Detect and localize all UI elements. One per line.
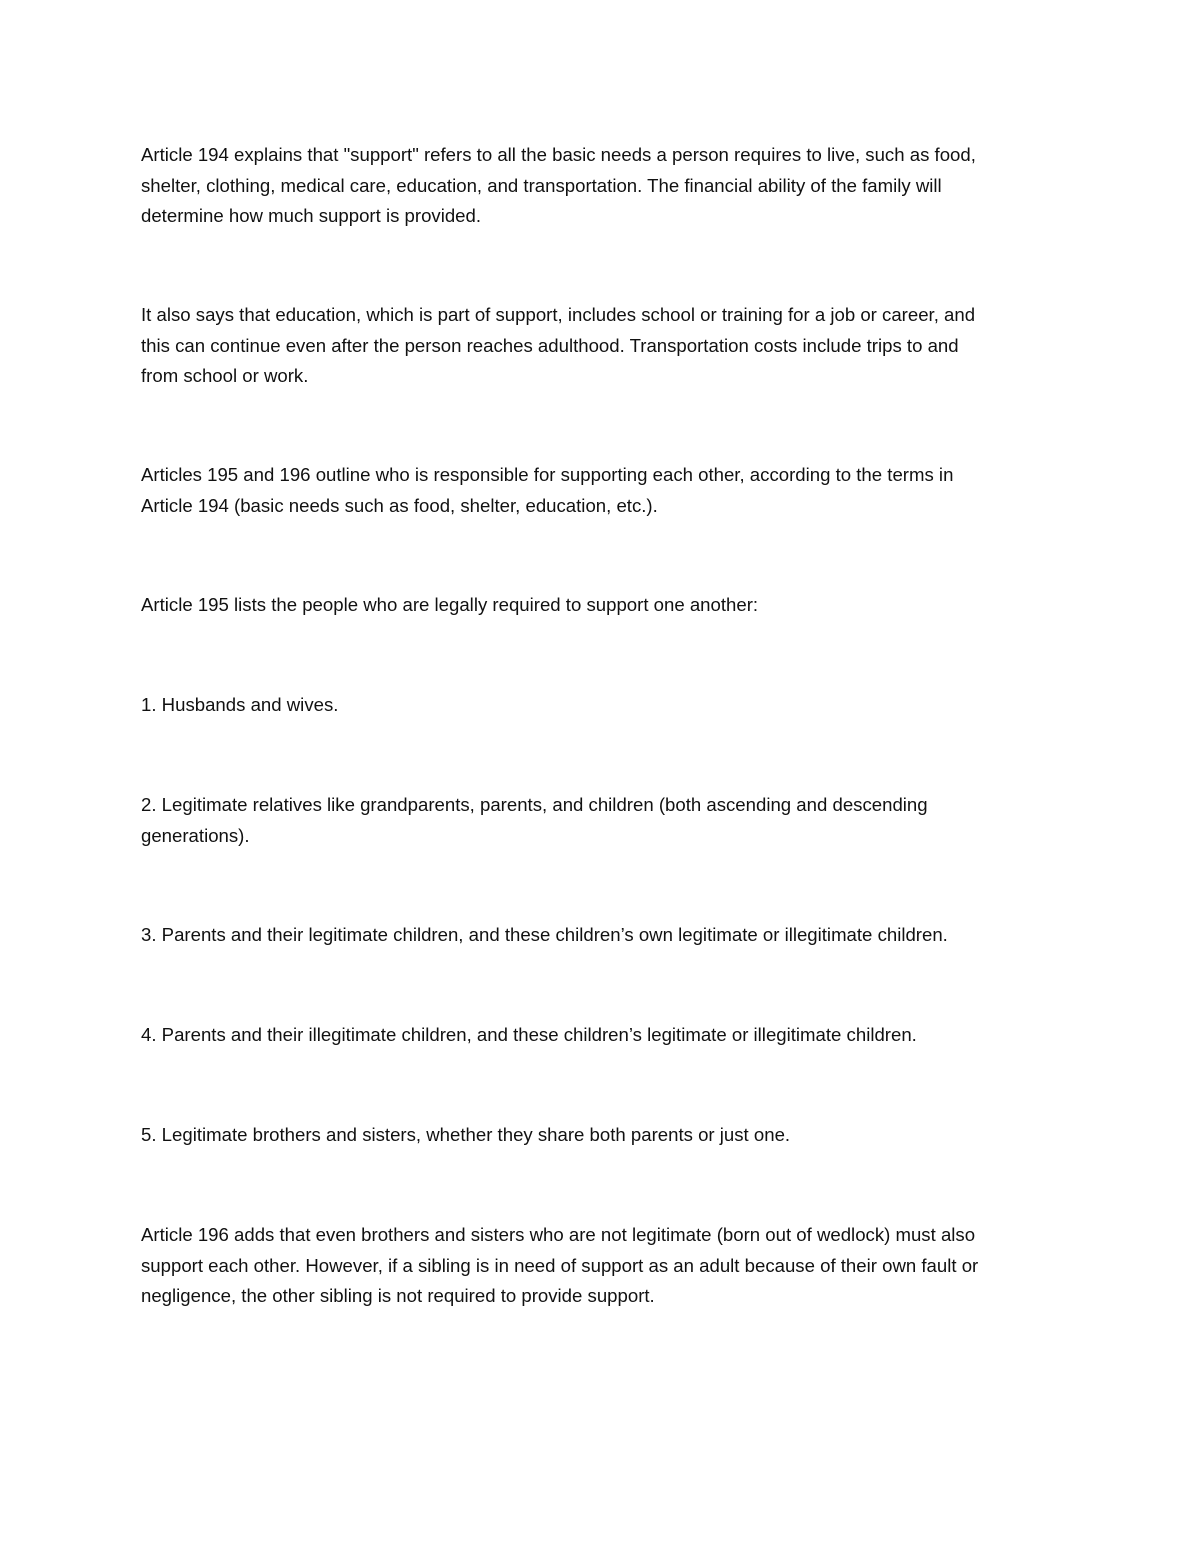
list-item-4 <box>141 1020 1061 1051</box>
text-line: Articles 195 and 196 outline who is responsible for supporting each other, according to the terms in <box>141 464 954 485</box>
paragraph-education-transport <box>141 300 1061 392</box>
text-line: Article 194 explains that "support" refers to all the basic needs a person requires to live, such as food, <box>141 144 976 165</box>
list-item-3 <box>141 920 1061 951</box>
text-line: shelter, clothing, medical care, education, and transportation. The financial ability of the family will <box>141 174 942 196</box>
text-line: 2. Legitimate relatives like grandparents, parents, and children (both ascending and descending <box>141 794 928 815</box>
list-item-1 <box>141 690 1061 721</box>
paragraph-article-194-definition <box>141 140 1061 232</box>
text-line: 5. Legitimate brothers and sisters, whether they share both parents or just one. <box>141 1124 791 1145</box>
paragraph-articles-195-196-overview <box>141 460 1061 521</box>
text-line: Article 196 adds that even brothers and sisters who are not legitimate (born out of wedlock) must also <box>141 1224 976 1245</box>
text-line: 4. Parents and their illegitimate children, and these children’s legitimate or illegitimate children. <box>141 1024 917 1045</box>
paragraph-article-196 <box>141 1220 1061 1312</box>
text-line: determine how much support is provided. <box>141 205 482 226</box>
text-line: this can continue even after the person reaches adulthood. Transportation costs include trips to and <box>141 334 959 356</box>
text-line: 1. Husbands and wives. <box>141 694 339 715</box>
text-line: generations). <box>141 824 250 846</box>
text-line: negligence, the other sibling is not required to provide support. <box>141 1285 655 1306</box>
list-item-2 <box>141 790 1061 851</box>
paragraph-article-195-intro <box>141 590 1061 621</box>
text-line: It also says that education, which is part of support, includes school or training for a job or career, and <box>141 304 976 325</box>
list-item-5 <box>141 1120 1061 1151</box>
text-line: from school or work. <box>141 365 309 386</box>
text-line: support each other. However, if a sibling is in need of support as an adult because of their own fault or <box>141 1254 979 1276</box>
text-line: Article 195 lists the people who are legally required to support one another: <box>141 594 759 615</box>
text-line: Article 194 (basic needs such as food, shelter, education, etc.). <box>141 494 658 516</box>
text-line: 3. Parents and their legitimate children, and these children’s own legitimate or illegitimate children. <box>141 924 948 945</box>
